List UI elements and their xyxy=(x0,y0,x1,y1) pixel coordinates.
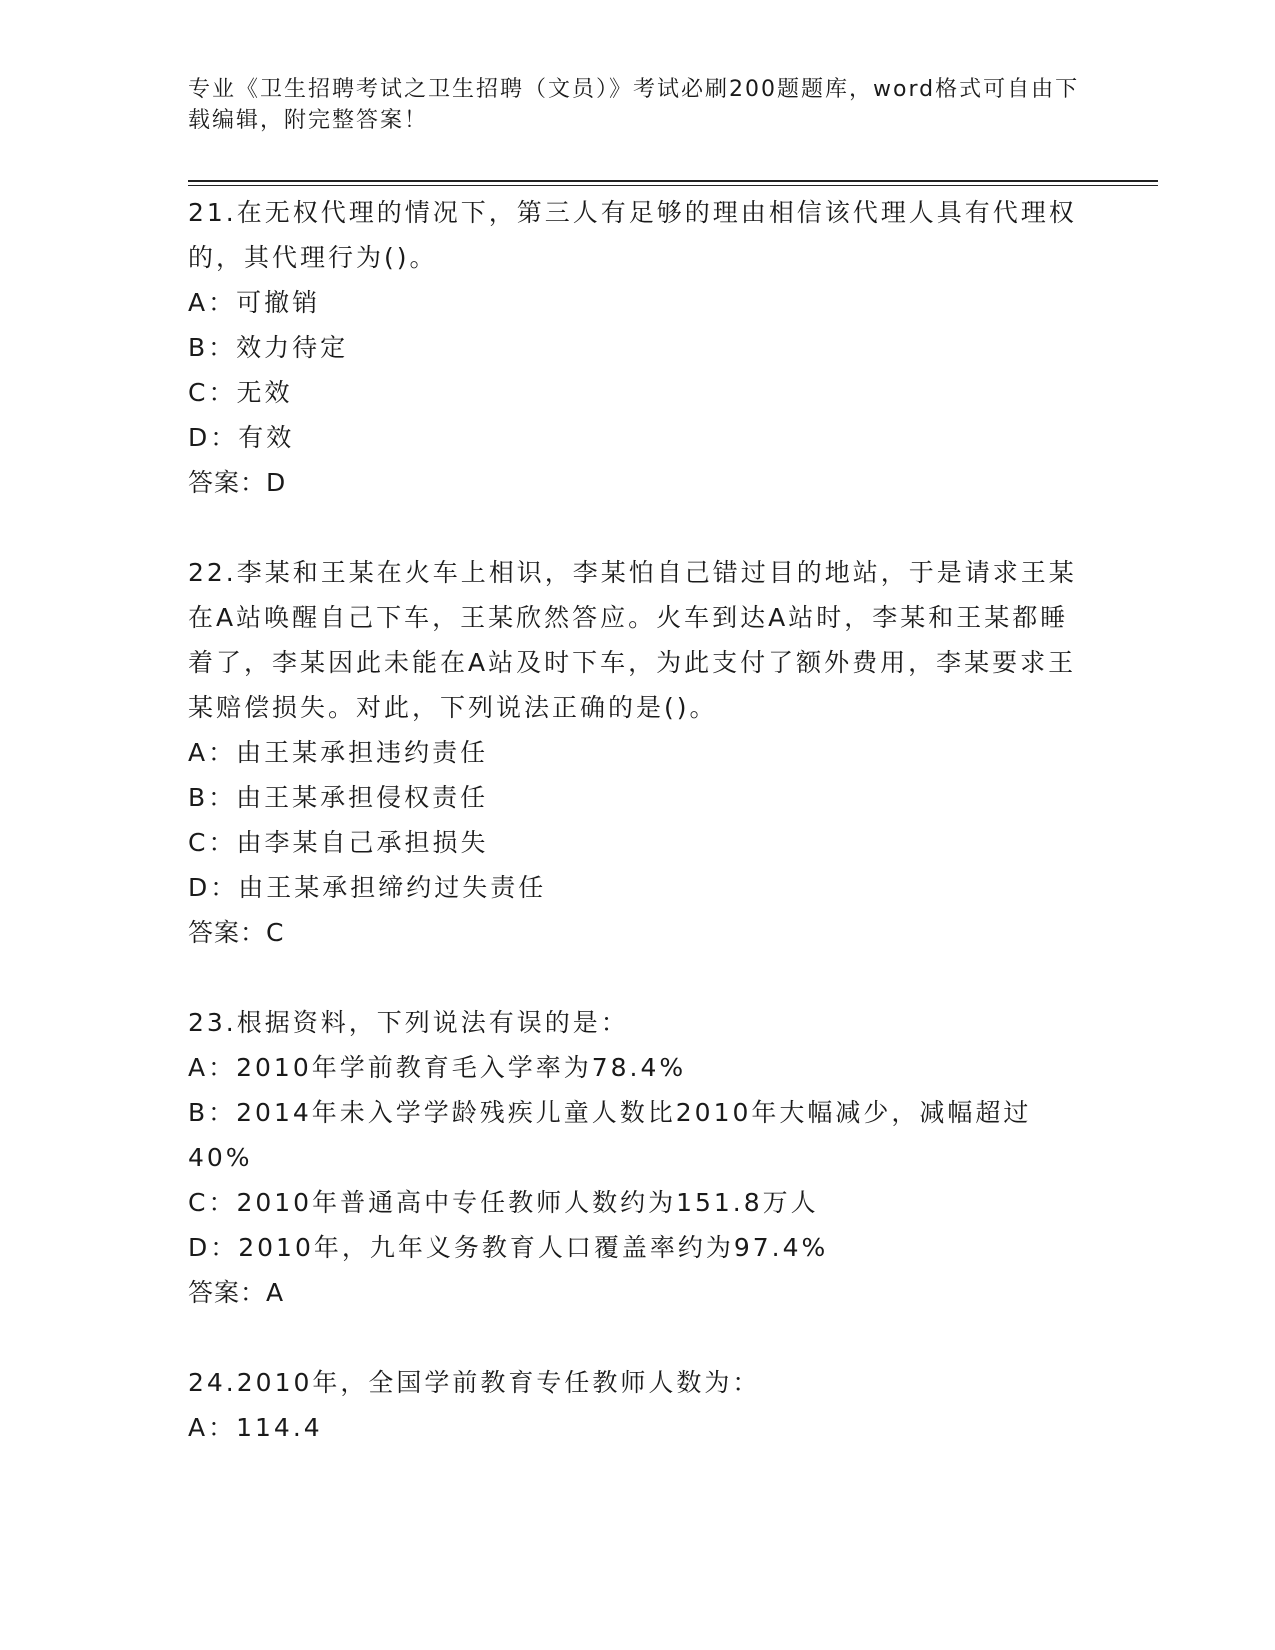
question-23 xyxy=(188,1000,1088,1315)
option-d: D：有效 xyxy=(188,423,295,452)
question-21 xyxy=(188,190,1088,505)
question-answer: 答案：D xyxy=(188,468,287,497)
question-24 xyxy=(188,1360,1088,1450)
document-header-intro: 专业《卫生招聘考试之卫生招聘（文员）》考试必刷200题题库，word格式可自由下载编辑，附完整答案！ xyxy=(188,77,1080,133)
header-divider-thick xyxy=(188,180,1158,182)
option-b: B：效力待定 xyxy=(188,333,349,362)
question-22 xyxy=(188,550,1088,955)
option-a: A：2010年学前教育毛入学率为78.4% xyxy=(188,1053,687,1082)
option-b: B：由王某承担侵权责任 xyxy=(188,783,489,812)
question-stem: 23.根据资料，下列说法有误的是： xyxy=(188,1008,629,1037)
option-c: C：无效 xyxy=(188,378,293,407)
question-spacer xyxy=(188,955,1088,1000)
option-a: A：114.4 xyxy=(188,1413,323,1442)
question-spacer xyxy=(188,505,1088,550)
question-list xyxy=(188,190,1088,1450)
option-b: B：2014年未入学学龄残疾儿童人数比2010年大幅减少，减幅超过40% xyxy=(188,1098,1032,1172)
header-divider-thin xyxy=(188,185,1158,186)
option-a: A：可撤销 xyxy=(188,288,321,317)
question-stem: 24.2010年，全国学前教育专任教师人数为： xyxy=(188,1368,761,1397)
question-stem: 21.在无权代理的情况下，第三人有足够的理由相信该代理人具有代理权的，其代理行为()。 xyxy=(188,198,1077,272)
question-answer: 答案：C xyxy=(188,918,285,947)
option-c: C：由李某自己承担损失 xyxy=(188,828,489,857)
option-c: C：2010年普通高中专任教师人数约为151.8万人 xyxy=(188,1188,819,1217)
option-d: D：2010年，九年义务教育人口覆盖率约为97.4% xyxy=(188,1233,829,1262)
question-spacer xyxy=(188,1315,1088,1360)
question-answer: 答案：A xyxy=(188,1278,285,1307)
option-a: A：由王某承担违约责任 xyxy=(188,738,489,767)
question-stem: 22.李某和王某在火车上相识，李某怕自己错过目的地站，于是请求王某在A站唤醒自己下车，王某欣然答应。火车到达A站时，李某和王某都睡着了，李某因此未能在A站及时下车，为此支付了额外费用，李某要求王某赔偿损失。对此，下列说法正确的是()。 xyxy=(188,558,1077,722)
option-d: D：由王某承担缔约过失责任 xyxy=(188,873,547,902)
